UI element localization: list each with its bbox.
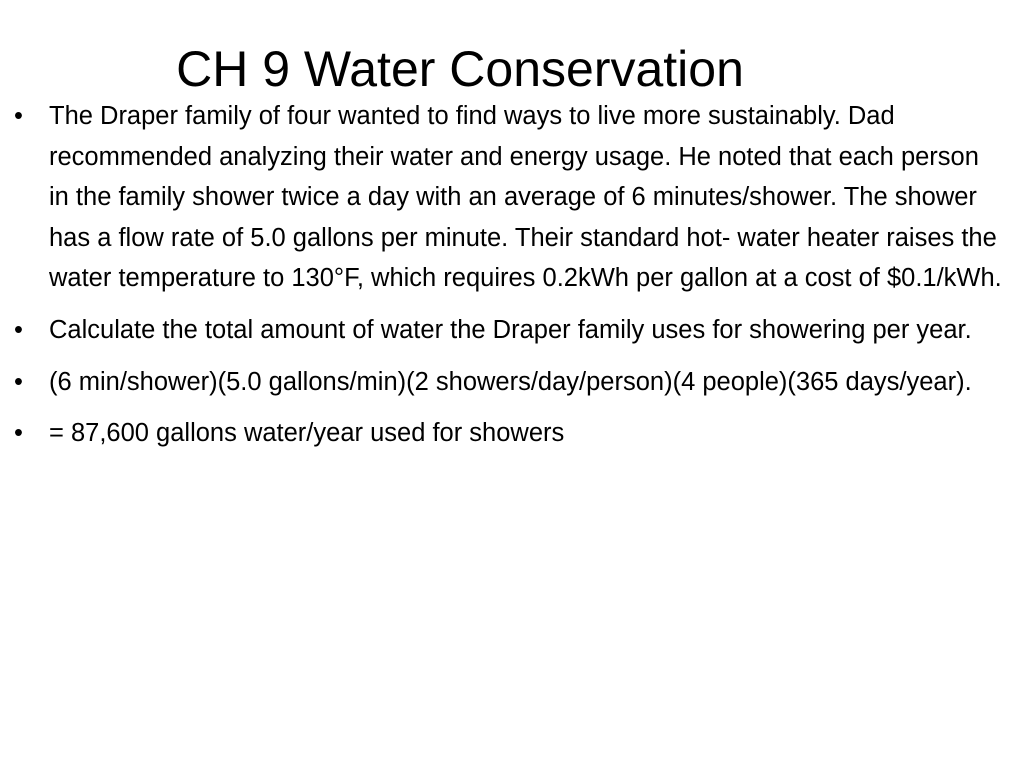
bullet-icon: • bbox=[14, 102, 23, 130]
bullet-icon: • bbox=[14, 315, 23, 344]
bullet-item bbox=[14, 362, 1004, 403]
bullet-item bbox=[14, 413, 1004, 454]
bullet-list bbox=[14, 96, 1004, 465]
bullet-text: = 87,600 gallons water/year used for showers bbox=[49, 419, 565, 448]
bullet-text: (6 min/shower)(5.0 gallons/min)(2 showers/day/person)(4 people)(365 days/year). bbox=[49, 367, 972, 396]
bullet-icon: • bbox=[14, 367, 23, 396]
bullet-icon: • bbox=[14, 419, 23, 448]
bullet-text: Calculate the total amount of water the Draper family uses for showering per year. bbox=[49, 315, 972, 344]
bullet-item bbox=[14, 96, 1004, 299]
slide-title: CH 9 Water Conservation bbox=[176, 41, 744, 97]
bullet-item bbox=[14, 310, 1004, 351]
bullet-text: The Draper family of four wanted to find ways to live more sustainably. Dad recommended analyzing their water and energy usage. He noted that each person in the family shower twice a day with an average of 6 minutes/shower. The shower has a flow rate of 5.0 gallons per minute. Their standard hot- water heater raises the water temperature to 130°F, which requires 0.2kWh per gallon at a cost of $0.1/kWh. bbox=[49, 102, 1002, 293]
